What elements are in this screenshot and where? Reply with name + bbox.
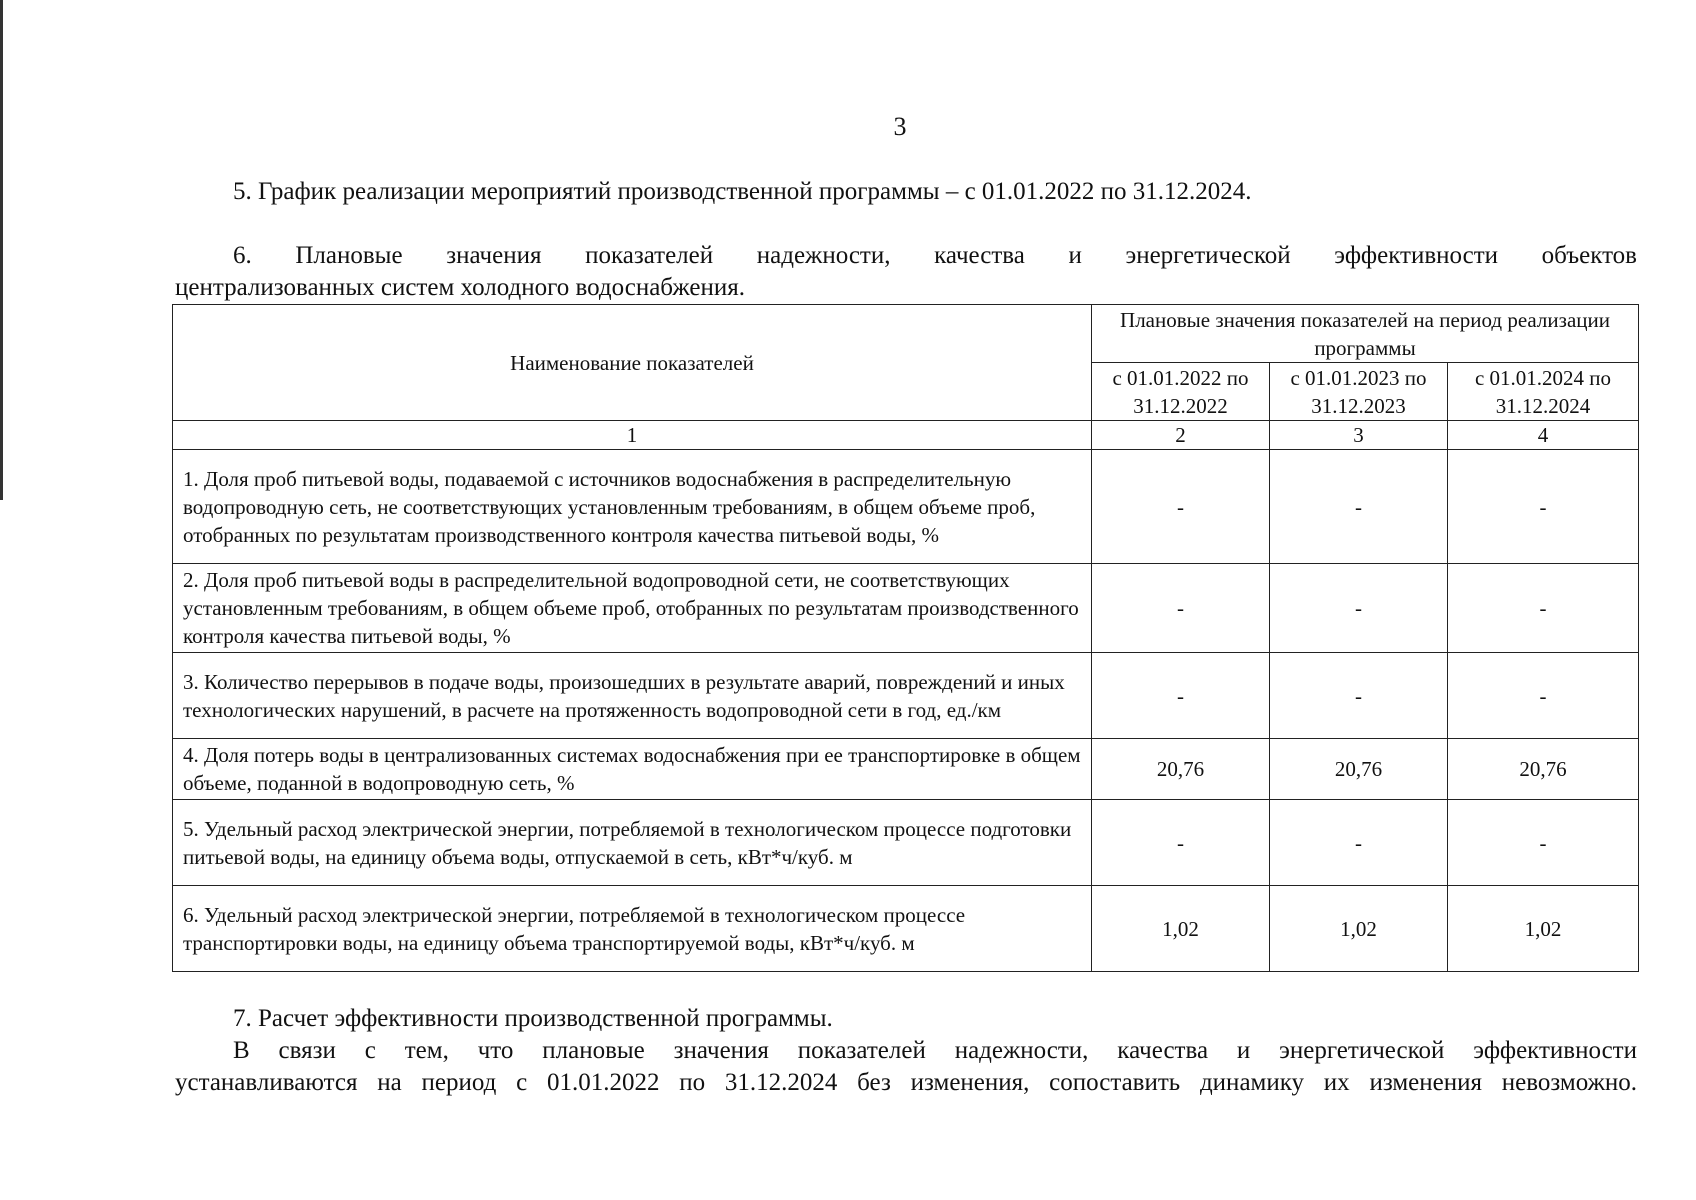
section-6-heading	[175, 240, 1637, 304]
indicator-name: 3. Количество перерывов в подаче воды, произошедших в результате аварий, повреждений и иных технологических нарушений, в расчете на протяженность водопроводной сети в год, ед./км	[173, 653, 1092, 739]
section-5-schedule: 5. График реализации мероприятий производственной программы – с 01.01.2022 по 31.12.2024.	[233, 178, 1252, 205]
table-row	[173, 739, 1639, 800]
indicators-table	[172, 304, 1639, 972]
section-6-line-2: централизованных систем холодного водоснабжения.	[175, 274, 745, 301]
indicator-value: -	[1092, 800, 1270, 886]
column-number-row	[173, 421, 1639, 450]
section-7-line-1: В связи с тем, что плановые значения показателей надежности, качества и энергетической эффективности	[233, 1037, 1637, 1064]
indicator-name: 4. Доля потерь воды в централизованных системах водоснабжения при ее транспортировке в общем объеме, поданной в водопроводную сеть, %	[173, 739, 1092, 800]
page-number: 3	[893, 112, 907, 141]
table-row	[173, 564, 1639, 653]
indicator-value: -	[1448, 450, 1639, 564]
indicator-value: -	[1092, 450, 1270, 564]
table-row	[173, 450, 1639, 564]
column-number: 2	[1092, 421, 1270, 450]
indicator-value: 1,02	[1270, 886, 1448, 972]
indicator-value: -	[1448, 653, 1639, 739]
indicator-value: 1,02	[1448, 886, 1639, 972]
table-row	[173, 800, 1639, 886]
indicator-value: -	[1092, 653, 1270, 739]
indicator-value: -	[1092, 564, 1270, 653]
section-7-title: 7. Расчет эффективности производственной программы.	[233, 1005, 833, 1032]
table-row	[173, 886, 1639, 972]
section-7	[175, 1003, 1637, 1099]
indicator-name: 5. Удельный расход электрической энергии, потребляемой в технологическом процессе подготовки питьевой воды, на единицу объема воды, отпускаемой в сеть, кВт*ч/куб. м	[173, 800, 1092, 886]
indicator-value: -	[1270, 653, 1448, 739]
column-number: 4	[1448, 421, 1639, 450]
indicator-value: -	[1448, 800, 1639, 886]
indicator-value: 20,76	[1448, 739, 1639, 800]
table-row	[173, 653, 1639, 739]
indicator-name: 2. Доля проб питьевой воды в распределительной водопроводной сети, не соответствующих установленным требованиям, в общем объеме проб, отобранных по результатам производственного контроля качества питьевой воды, %	[173, 564, 1092, 653]
indicator-value: 1,02	[1092, 886, 1270, 972]
column-number: 1	[173, 421, 1092, 450]
scan-edge-line	[0, 0, 3, 500]
indicator-value: 20,76	[1270, 739, 1448, 800]
header-planned-values: Плановые значения показателей на период реализации программы	[1092, 305, 1639, 363]
indicator-name: 1. Доля проб питьевой воды, подаваемой с источников водоснабжения в распределительную водопроводную сеть, не соответствующих установленным требованиям, в общем объеме проб, отобранных по результатам производственного контроля качества питьевой воды, %	[173, 450, 1092, 564]
indicator-value: -	[1270, 450, 1448, 564]
column-number: 3	[1270, 421, 1448, 450]
indicator-name: 6. Удельный расход электрической энергии, потребляемой в технологическом процессе транспортировки воды, на единицу объема транспортируемой воды, кВт*ч/куб. м	[173, 886, 1092, 972]
header-period-2022: с 01.01.2022 по 31.12.2022	[1092, 363, 1270, 421]
indicator-value: -	[1270, 800, 1448, 886]
indicator-value: -	[1448, 564, 1639, 653]
section-6-line-1: 6. Плановые значения показателей надежности, качества и энергетической эффективности объектов	[233, 242, 1637, 269]
indicator-value: -	[1270, 564, 1448, 653]
section-7-line-2: устанавливаются на период с 01.01.2022 по 31.12.2024 без изменения, сопоставить динамику их изменения невозможно.	[175, 1069, 1637, 1096]
header-indicator-name: Наименование показателей	[173, 305, 1092, 421]
indicator-value: 20,76	[1092, 739, 1270, 800]
header-period-2024: с 01.01.2024 по 31.12.2024	[1448, 363, 1639, 421]
header-period-2023: с 01.01.2023 по 31.12.2023	[1270, 363, 1448, 421]
